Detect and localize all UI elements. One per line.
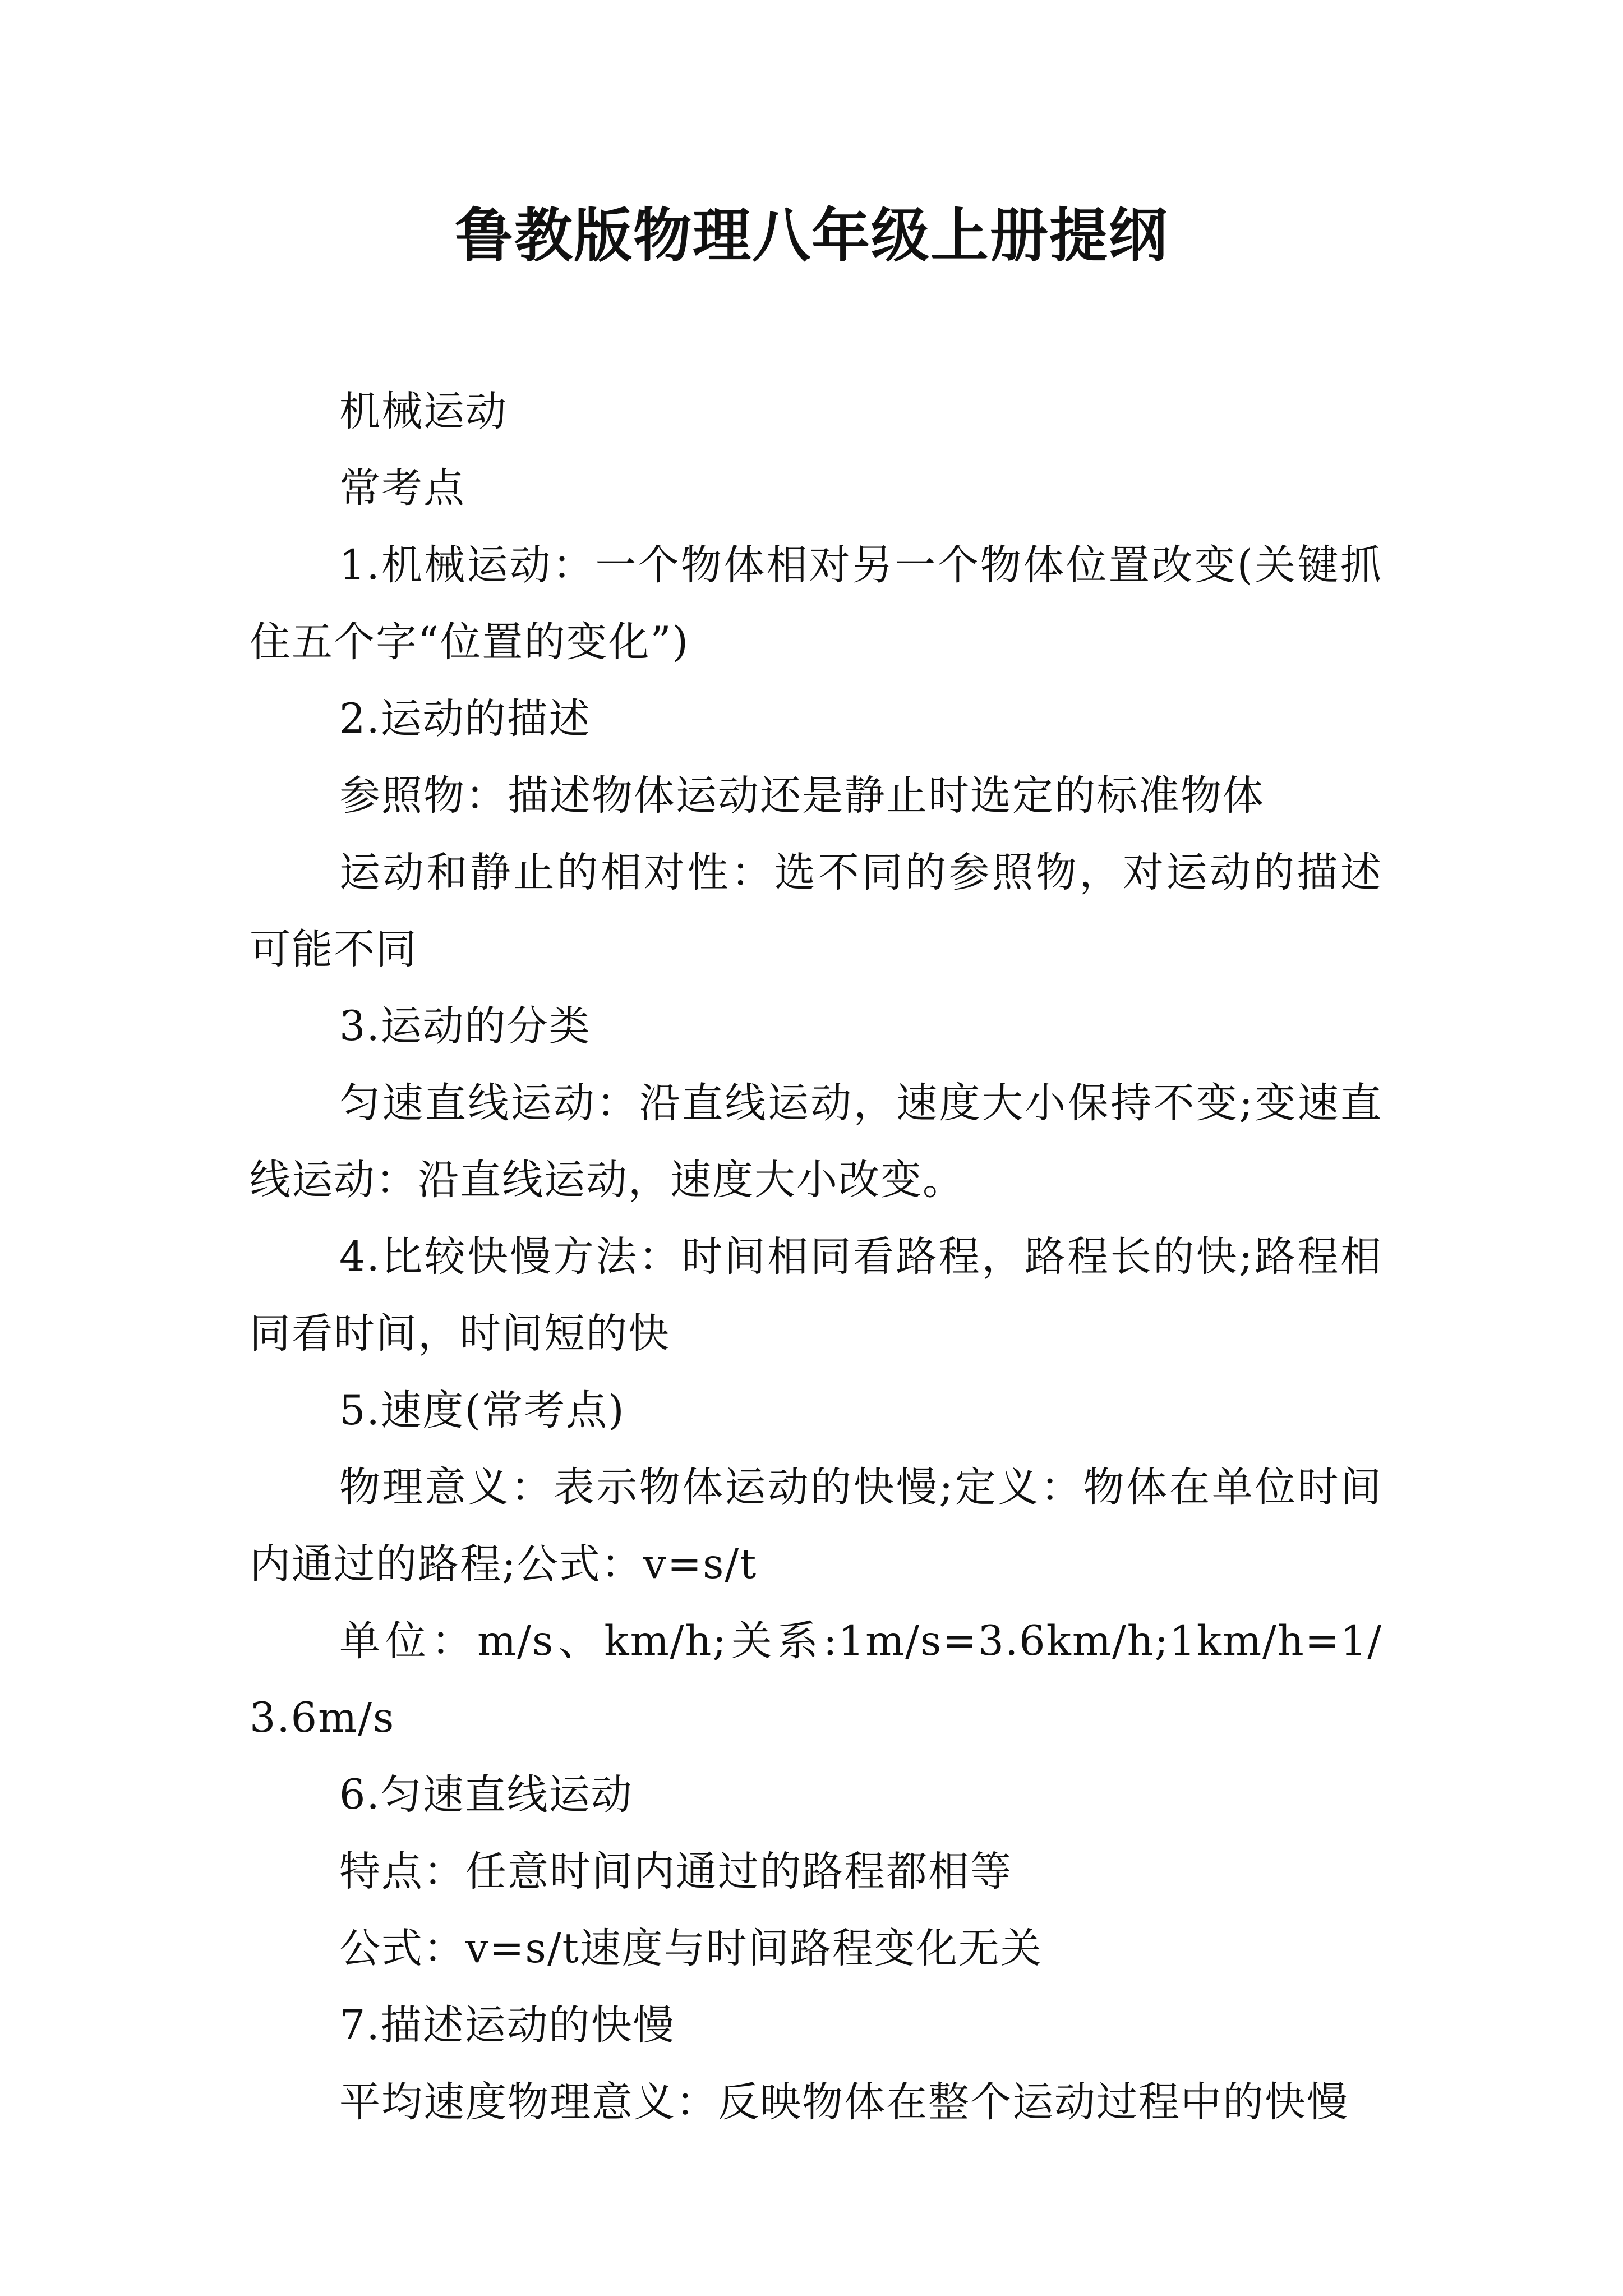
- paragraph: 平均速度物理意义：反映物体在整个运动过程中的快慢: [339, 2078, 1349, 2126]
- paragraph: 3.运动的分类: [339, 1002, 591, 1050]
- paragraph: 2.运动的描述: [339, 695, 591, 743]
- paragraph: 7.描述运动的快慢: [339, 2001, 675, 2049]
- paragraph: 机械运动: [339, 388, 508, 435]
- paragraph: 5.速度(常考点): [339, 1387, 625, 1434]
- paragraph: 4.比较快慢方法：时间相同看路程，路程长的快;路程相同看时间，时间短的快: [250, 1233, 1382, 1358]
- paragraph: 6.匀速直线运动: [339, 1771, 633, 1819]
- paragraph: 单位：m/s、km/h;关系:1m/s=3.6km/h;1km/h=1/3.6m/s: [250, 1617, 1382, 1742]
- paragraph: 物理意义：表示物体运动的快慢;定义：物体在单位时间内通过的路程;公式：v=s/t: [250, 1464, 1382, 1588]
- document-body: [250, 373, 1382, 2141]
- paragraph: 运动和静止的相对性：选不同的参照物，对运动的描述可能不同: [250, 849, 1382, 973]
- paragraph: 匀速直线运动：沿直线运动，速度大小保持不变;变速直线运动：沿直线运动，速度大小改变。: [250, 1079, 1382, 1204]
- paragraph: 常考点: [339, 464, 465, 512]
- paragraph: 1.机械运动：一个物体相对另一个物体位置改变(关键抓住五个字“位置的变化”): [250, 541, 1382, 666]
- document-title: 鲁教版物理八年级上册提纲: [454, 201, 1168, 270]
- paragraph: 公式：v=s/t速度与时间路程变化无关: [339, 1925, 1043, 1972]
- paragraph: 参照物：描述物体运动还是静止时选定的标准物体: [339, 772, 1265, 820]
- paragraph: 特点：任意时间内通过的路程都相等: [339, 1848, 1012, 1895]
